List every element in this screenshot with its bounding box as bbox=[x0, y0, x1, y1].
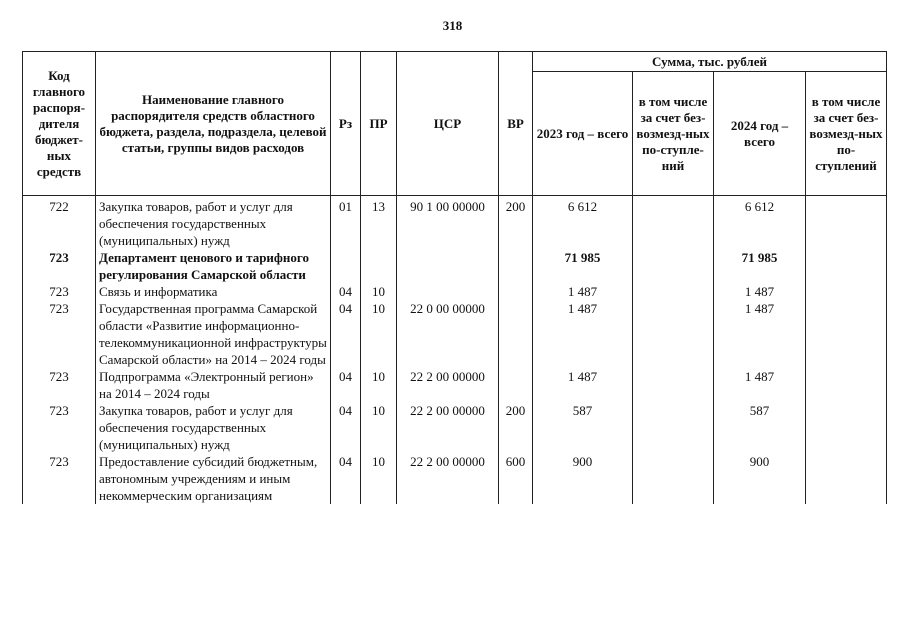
header-sum: Сумма, тыс. рублей bbox=[533, 52, 887, 72]
cell-code: 723 bbox=[23, 402, 96, 453]
cell-vr bbox=[499, 283, 533, 300]
cell-code: 723 bbox=[23, 368, 96, 402]
table-body bbox=[23, 196, 887, 505]
cell-rz: 01 bbox=[331, 196, 361, 250]
cell-vr: 200 bbox=[499, 402, 533, 453]
header-2024-free: в том числе за счет без-возмезд-ных по-ступлений bbox=[806, 72, 887, 196]
cell-csr: 90 1 00 00000 bbox=[397, 196, 499, 250]
cell-2023-total: 6 612 bbox=[533, 196, 633, 250]
cell-pr: 10 bbox=[361, 368, 397, 402]
header-pr: ПР bbox=[361, 52, 397, 196]
header-rz: Рз bbox=[331, 52, 361, 196]
cell-csr: 22 2 00 00000 bbox=[397, 368, 499, 402]
cell-pr bbox=[361, 249, 397, 283]
cell-2024-total: 1 487 bbox=[714, 368, 806, 402]
cell-2024-total: 587 bbox=[714, 402, 806, 453]
cell-name: Государственная программа Самарской области «Развитие информационно-телекоммуникационной инфраструктуры Самарской области» на 2014 – 2024 годы bbox=[96, 300, 331, 368]
cell-name: Закупка товаров, работ и услуг для обеспечения государственных (муниципальных) нужд bbox=[96, 402, 331, 453]
cell-2024-free bbox=[806, 196, 887, 250]
cell-2023-total: 1 487 bbox=[533, 368, 633, 402]
header-csr: ЦСР bbox=[397, 52, 499, 196]
cell-2024-total: 71 985 bbox=[714, 249, 806, 283]
header-code: Код главного распоря-дителя бюджет-ных средств bbox=[23, 52, 96, 196]
header-name: Наименование главного распорядителя средств областного бюджета, раздела, подраздела, целевой статьи, группы видов расходов bbox=[96, 52, 331, 196]
table-header bbox=[23, 52, 887, 196]
cell-name: Закупка товаров, работ и услуг для обеспечения государственных (муниципальных) нужд bbox=[96, 196, 331, 250]
cell-2023-total: 900 bbox=[533, 453, 633, 504]
cell-2024-free bbox=[806, 300, 887, 368]
budget-table bbox=[22, 51, 887, 504]
cell-2024-free bbox=[806, 283, 887, 300]
cell-rz: 04 bbox=[331, 453, 361, 504]
cell-2024-total: 900 bbox=[714, 453, 806, 504]
cell-2023-free bbox=[633, 196, 714, 250]
cell-2023-free bbox=[633, 249, 714, 283]
cell-2023-free bbox=[633, 402, 714, 453]
cell-2023-free bbox=[633, 283, 714, 300]
cell-csr bbox=[397, 249, 499, 283]
header-2023-total: 2023 год – всего bbox=[533, 72, 633, 196]
cell-2023-free bbox=[633, 453, 714, 504]
cell-name: Связь и информатика bbox=[96, 283, 331, 300]
cell-csr: 22 2 00 00000 bbox=[397, 453, 499, 504]
cell-2023-total: 587 bbox=[533, 402, 633, 453]
table-row bbox=[23, 402, 887, 453]
cell-rz: 04 bbox=[331, 368, 361, 402]
cell-csr: 22 0 00 00000 bbox=[397, 300, 499, 368]
cell-code: 723 bbox=[23, 249, 96, 283]
cell-2023-total: 1 487 bbox=[533, 283, 633, 300]
cell-csr: 22 2 00 00000 bbox=[397, 402, 499, 453]
cell-name: Предоставление субсидий бюджетным, автономным учреждениям и иным некоммерческим организациям bbox=[96, 453, 331, 504]
cell-code: 722 bbox=[23, 196, 96, 250]
cell-2024-total: 1 487 bbox=[714, 283, 806, 300]
cell-rz bbox=[331, 249, 361, 283]
cell-2024-free bbox=[806, 453, 887, 504]
header-2024-total: 2024 год – всего bbox=[714, 72, 806, 196]
cell-code: 723 bbox=[23, 283, 96, 300]
cell-2024-free bbox=[806, 402, 887, 453]
cell-2023-free bbox=[633, 300, 714, 368]
header-vr: ВР bbox=[499, 52, 533, 196]
cell-pr: 10 bbox=[361, 300, 397, 368]
table-row bbox=[23, 453, 887, 504]
table-row bbox=[23, 196, 887, 250]
cell-2023-free bbox=[633, 368, 714, 402]
cell-vr bbox=[499, 249, 533, 283]
table-row bbox=[23, 249, 887, 283]
table-row bbox=[23, 368, 887, 402]
cell-pr: 13 bbox=[361, 196, 397, 250]
cell-2024-free bbox=[806, 249, 887, 283]
cell-2023-total: 1 487 bbox=[533, 300, 633, 368]
cell-name: Подпрограмма «Электронный регион» на 2014 – 2024 годы bbox=[96, 368, 331, 402]
cell-rz: 04 bbox=[331, 402, 361, 453]
cell-pr: 10 bbox=[361, 402, 397, 453]
cell-2024-total: 1 487 bbox=[714, 300, 806, 368]
table-row bbox=[23, 283, 887, 300]
table-row bbox=[23, 300, 887, 368]
page-number: 318 bbox=[442, 18, 463, 33]
cell-vr bbox=[499, 300, 533, 368]
cell-2024-total: 6 612 bbox=[714, 196, 806, 250]
cell-rz: 04 bbox=[331, 300, 361, 368]
header-2023-free: в том числе за счет без-возмезд-ных по-ступле-ний bbox=[633, 72, 714, 196]
cell-code: 723 bbox=[23, 300, 96, 368]
cell-vr: 200 bbox=[499, 196, 533, 250]
cell-rz: 04 bbox=[331, 283, 361, 300]
cell-pr: 10 bbox=[361, 453, 397, 504]
cell-2023-total: 71 985 bbox=[533, 249, 633, 283]
cell-csr bbox=[397, 283, 499, 300]
cell-vr: 600 bbox=[499, 453, 533, 504]
cell-code: 723 bbox=[23, 453, 96, 504]
cell-pr: 10 bbox=[361, 283, 397, 300]
cell-vr bbox=[499, 368, 533, 402]
cell-name: Департамент ценового и тарифного регулирования Самарской области bbox=[96, 249, 331, 283]
cell-2024-free bbox=[806, 368, 887, 402]
